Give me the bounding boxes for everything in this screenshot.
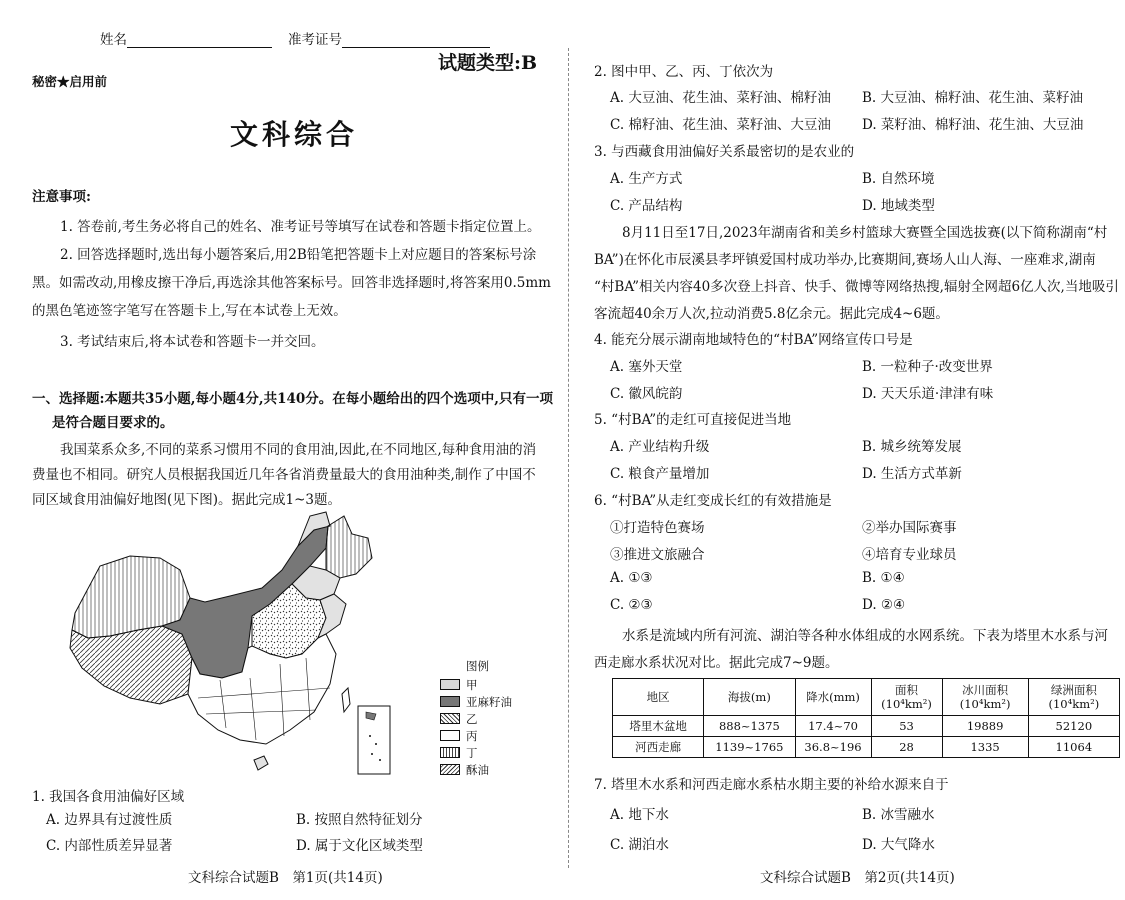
q6-item-2: ②举办国际赛事: [862, 520, 957, 536]
q4-option-a: A. 塞外天堂: [610, 359, 683, 375]
q4-option-d: D. 天天乐道·津津有味: [862, 386, 994, 402]
q7-option-b: B. 冰雪融水: [862, 807, 935, 823]
legend-title: 图例: [466, 659, 489, 673]
notice-item-1: 1. 答卷前,考生务必将自己的姓名、准考证号等填写在试卷和答题卡指定位置上。: [60, 219, 541, 235]
q2-option-d: D. 菜籽油、棉籽油、花生油、大豆油: [862, 117, 1084, 133]
region-taiwan: [342, 688, 350, 712]
exam-type: 试题类型:B: [438, 52, 538, 74]
passage2-line-3: “村BA”相关内容40多次登上抖音、快手、微博等网络热搜,辐射全网超6亿人次,当地吸引: [594, 279, 1119, 295]
table-cell: 17.4~70: [795, 716, 871, 737]
table-cell: 53: [871, 716, 942, 737]
notice-item-2-line-1: 2. 回答选择题时,选出每小题答案后,用2B铅笔把答题卡上对应题目的答案标号涂: [60, 247, 537, 263]
q1-option-b: B. 按照自然特征划分: [296, 812, 423, 828]
passage3-line-1: 水系是流域内所有河流、湖泊等各种水体组成的水网系统。下表为塔里木水系与河: [622, 628, 1108, 644]
page-title: 文科综合: [230, 118, 359, 151]
passage2-line-1: 8月11日至17日,2023年湖南省和美乡村篮球大赛暨全国选拔赛(以下简称湖南“村: [622, 225, 1108, 241]
q2-option-b: B. 大豆油、棉籽油、花生油、菜籽油: [862, 90, 1084, 106]
q7-option-a: A. 地下水: [610, 807, 669, 823]
q2-option-c: C. 棉籽油、花生油、菜籽油、大豆油: [610, 117, 831, 133]
q6-option-a: A. ①③: [610, 570, 653, 586]
passage2-line-4: 客流超40余万人次,拉动消费5.8亿余元。据此完成4~6题。: [594, 306, 949, 322]
q3-option-c: C. 产品结构: [610, 198, 683, 214]
q3-option-d: D. 地域类型: [862, 198, 935, 214]
table-cell: 河西走廊: [613, 737, 704, 758]
section-heading-line-1: 一、选择题:本题共35小题,每小题4分,共140分。在每小题给出的四个选项中,只有一项: [32, 391, 553, 407]
legend-item-yi: 乙: [440, 710, 512, 727]
q5-option-b: B. 城乡统筹发展: [862, 439, 962, 455]
ticket-field: [288, 28, 490, 48]
th-oasis: 绿洲面积 (10⁴km²): [1028, 679, 1119, 716]
q6-item-4: ④培育专业球员: [862, 547, 957, 563]
q3-option-b: B. 自然环境: [862, 171, 935, 187]
th-area: 面积 (10⁴km²): [871, 679, 942, 716]
q6-option-b: B. ①④: [862, 570, 905, 586]
q6-option-c: C. ②③: [610, 597, 653, 613]
q2-option-a: A. 大豆油、花生油、菜籽油、棉籽油: [610, 90, 831, 106]
q7-option-c: C. 湖泊水: [610, 837, 669, 853]
table-cell: 塔里木盆地: [613, 716, 704, 737]
page-divider: [568, 48, 569, 868]
q5-stem: 5. “村BA”的走红可直接促进当地: [594, 412, 792, 428]
q3-option-a: A. 生产方式: [610, 171, 683, 187]
ticket-label: 准考证号: [288, 32, 342, 48]
q1-option-d: D. 属于文化区域类型: [296, 838, 423, 854]
table-row: [613, 716, 1120, 737]
legend-item-linseed-oil: 亚麻籽油: [440, 693, 512, 710]
table-cell: 11064: [1028, 737, 1119, 758]
region-northeast: [326, 516, 372, 578]
table-cell: 1335: [942, 737, 1028, 758]
footer-left: 文科综合试题B 第1页(共14页): [188, 870, 383, 886]
table-cell: 52120: [1028, 716, 1119, 737]
table-cell: 1139~1765: [704, 737, 795, 758]
passage2-line-2: BA”)在怀化市辰溪县孝坪镇爱国村成功举办,比赛期间,赛场人山人海、一座难求,湖南: [594, 252, 1096, 268]
name-field: [100, 28, 272, 48]
table-cell: 36.8~196: [795, 737, 871, 758]
q7-stem: 7. 塔里木水系和河西走廊水系枯水期主要的补给水源来自于: [594, 777, 949, 793]
q1-option-c: C. 内部性质差异显著: [46, 838, 173, 854]
q7-option-d: D. 大气降水: [862, 837, 935, 853]
q6-item-1: ①打造特色赛场: [610, 520, 705, 536]
china-oil-preference-map: [30, 508, 510, 786]
passage3-line-2: 西走廊水系状况对比。据此完成7~9题。: [594, 655, 839, 671]
legend-item-butter: 酥油: [440, 761, 512, 778]
legend-item-ding: 丁: [440, 744, 512, 761]
table-cell: 888~1375: [704, 716, 795, 737]
th-rainfall: 降水(mm): [795, 679, 871, 716]
th-altitude: 海拔(m): [704, 679, 795, 716]
region-tibet: [70, 626, 192, 704]
region-hainan: [254, 756, 268, 770]
notice-item-3: 3. 考试结束后,将本试卷和答题卡一并交回。: [60, 334, 325, 350]
passage1-line-3: 同区域食用油偏好地图(见下图)。据此完成1~3题。: [32, 492, 342, 508]
legend-item-bing: 丙: [440, 727, 512, 744]
q3-stem: 3. 与西藏食用油偏好关系最密切的是农业的: [594, 144, 855, 160]
q4-stem: 4. 能充分展示湖南地域特色的“村BA”网络宣传口号是: [594, 332, 913, 348]
notice-heading: 注意事项:: [32, 189, 91, 205]
q5-option-c: C. 粮食产量增加: [610, 466, 710, 482]
footer-right: 文科综合试题B 第2页(共14页): [760, 870, 955, 886]
q1-option-a: A. 边界具有过渡性质: [46, 812, 173, 828]
secret-label: 秘密★启用前: [32, 74, 108, 89]
th-glacier: 冰川面积 (10⁴km²): [942, 679, 1028, 716]
q6-item-3: ③推进文旅融合: [610, 547, 705, 563]
legend-item-jia: 甲: [440, 676, 512, 693]
table-cell: 28: [871, 737, 942, 758]
name-label: 姓名: [100, 32, 127, 48]
q6-stem: 6. “村BA”从走红变成长红的有效措施是: [594, 493, 832, 509]
table-header-row: [613, 679, 1120, 716]
q6-option-d: D. ②④: [862, 597, 906, 613]
q2-stem: 2. 图中甲、乙、丙、丁依次为: [594, 64, 774, 80]
q5-option-a: A. 产业结构升级: [610, 439, 710, 455]
q5-option-d: D. 生活方式革新: [862, 466, 962, 482]
q4-option-c: C. 徽风皖韵: [610, 386, 683, 402]
section-heading-line-2: 是符合题目要求的。: [52, 415, 174, 431]
passage1-line-2: 费量也不相同。研究人员根据我国近几年各省消费量最大的食用油种类,制作了中国不: [32, 467, 536, 483]
q4-option-b: B. 一粒种子·改变世界: [862, 359, 993, 375]
notice-item-2-line-2: 黑。如需改动,用橡皮擦干净后,再选涂其他答案标号。回答非选择题时,将答案用0.5mm: [32, 275, 551, 291]
map-legend: [440, 658, 512, 778]
passage1-line-1: 我国菜系众多,不同的菜系习惯用不同的食用油,因此,在不同地区,每种食用油的消: [60, 442, 537, 458]
water-system-table: [612, 678, 1120, 758]
table-row: [613, 737, 1120, 758]
th-region: 地区: [613, 679, 704, 716]
q1-stem: 1. 我国各食用油偏好区域: [32, 789, 185, 805]
notice-item-2-line-3: 的黑色笔迹签字笔写在答题卡上,写在本试卷上无效。: [32, 303, 347, 319]
table-cell: 19889: [942, 716, 1028, 737]
